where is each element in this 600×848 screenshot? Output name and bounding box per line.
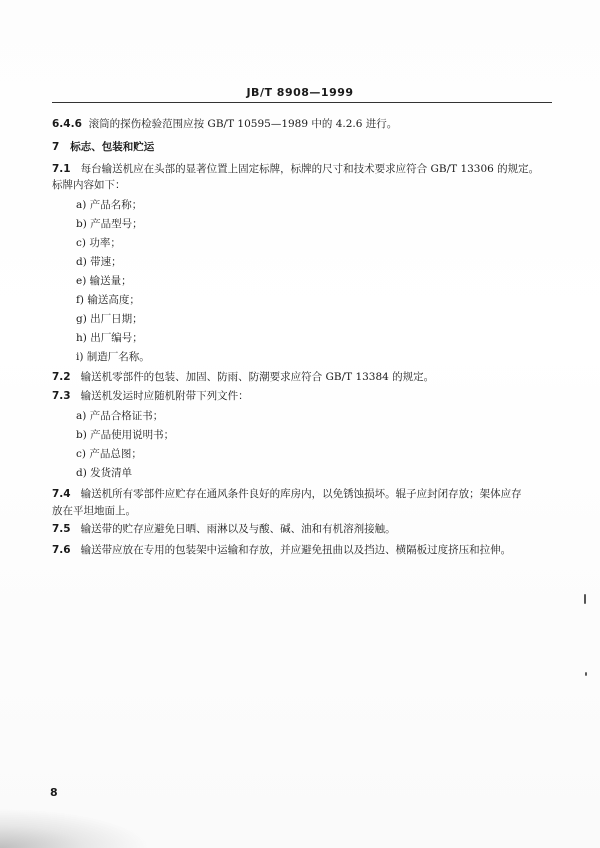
clause-7-3 — [52, 389, 249, 403]
clause-number: 7.1 — [52, 163, 71, 175]
list-item: a) 产品名称； — [76, 199, 143, 211]
list-item: g) 出厂日期； — [76, 313, 143, 325]
clause-7-1 — [52, 162, 539, 176]
page-header: JB/T 8908—1999 — [246, 86, 354, 99]
clause-number: 7.3 — [52, 390, 71, 402]
list-item: d) 带速； — [76, 256, 122, 268]
list-item: h) 出厂编号； — [76, 332, 143, 344]
clause-number: 7.5 — [52, 523, 71, 535]
clause-text: 滚筒的探伤检验范围应按 GB/T 10595—1989 中的 4.2.6 进行。 — [88, 118, 398, 130]
clause-number: 7.4 — [52, 488, 71, 500]
list-item: a) 产品合格证书； — [76, 410, 164, 422]
clause-7-6 — [52, 543, 511, 557]
clause-text: 输送带的贮存应避免日晒、雨淋以及与酸、碱、油和有机溶剂接触。 — [80, 523, 396, 535]
list-item: b) 产品型号； — [76, 218, 143, 230]
clause-7-5 — [52, 522, 396, 536]
clause-text: 每台输送机应在头部的显著位置上固定标牌，标牌的尺寸和技术要求应符合 GB/T 13306 的规定。 — [80, 163, 540, 175]
list-item: d) 发货清单 — [76, 467, 133, 479]
section-number: 7 — [52, 141, 60, 153]
clause-7-4-continued: 放在平坦地面上。 — [52, 505, 136, 517]
section-title: 标志、包装和贮运 — [70, 141, 155, 153]
list-item: c) 功率； — [76, 237, 121, 249]
clause-text: 输送带应放在专用的包装架中运输和存放，并应避免扭曲以及挡边、横隔板过度挤压和拉伸。 — [80, 544, 512, 556]
clause-text: 输送机零部件的包装、加固、防雨、防潮要求应符合 GB/T 13384 的规定。 — [80, 371, 435, 383]
scan-speck — [584, 594, 586, 604]
list-item: f) 输送高度； — [76, 294, 140, 306]
clause-7-4 — [52, 487, 522, 501]
clause-6-4-6 — [52, 117, 397, 131]
clause-text: 输送机所有零部件应贮存在通风条件良好的库房内，以免锈蚀损坏。辊子应封闭存放；架体应存 — [80, 488, 522, 500]
clause-number: 6.4.6 — [52, 118, 82, 130]
clause-number: 7.2 — [52, 371, 71, 383]
list-item: b) 产品使用说明书； — [76, 429, 175, 441]
scan-speck — [585, 672, 587, 676]
list-item: e) 输送量； — [76, 275, 132, 287]
clause-7-2 — [52, 370, 434, 384]
clause-text: 输送机发运时应随机附带下列文件： — [80, 390, 249, 402]
list-item: c) 产品总图； — [76, 448, 142, 460]
list-item: i) 制造厂名称。 — [76, 351, 150, 363]
clause-7-1-continued: 标牌内容如下： — [52, 179, 126, 191]
scan-noise-corner — [0, 808, 150, 848]
header-rule — [52, 102, 552, 103]
clause-number: 7.6 — [52, 544, 71, 556]
section-7-heading — [52, 140, 154, 154]
page-number: 8 — [50, 786, 58, 799]
